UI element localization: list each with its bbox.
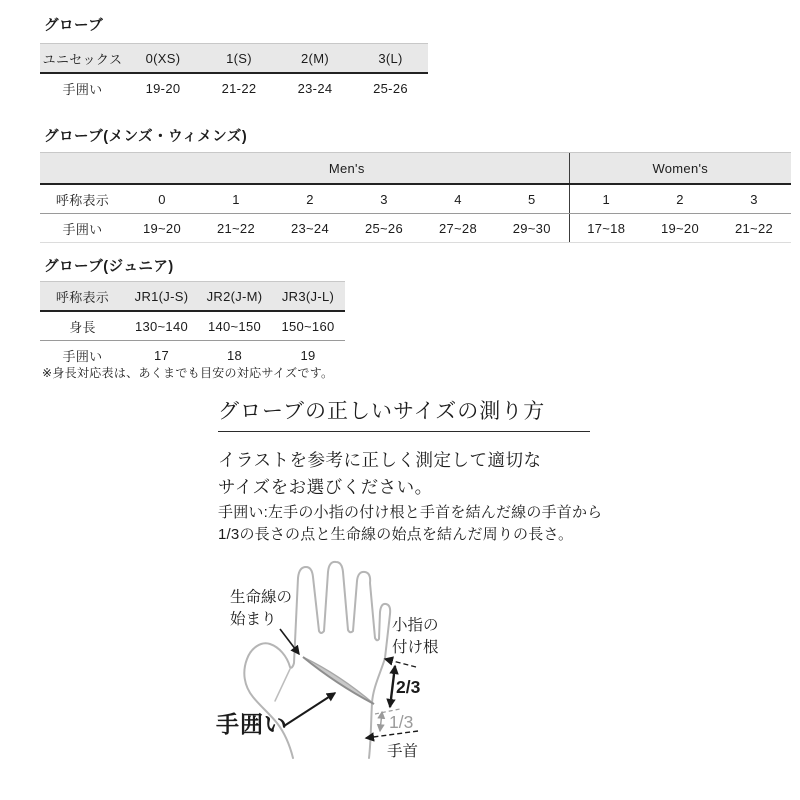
table-cell: 4 — [421, 184, 495, 214]
hand-measurement-illustration — [185, 545, 505, 800]
pinky-base-label — [392, 615, 439, 659]
height-note: ※身長対応表は、あくまでも目安の対応サイズです。 — [42, 366, 334, 380]
header-cell: JR1(J-S) — [125, 282, 198, 312]
table-cell: 0 — [125, 184, 199, 214]
table-header-row — [40, 282, 345, 312]
table-cell: 5 — [495, 184, 569, 214]
table-cell: 23~24 — [273, 214, 347, 243]
lifeline-label — [230, 587, 292, 631]
wrist-label: 手首 — [387, 743, 419, 760]
table-cell: 130~140 — [125, 311, 198, 341]
header-cell: ユニセックス — [40, 44, 125, 74]
womens-group-header: Women's — [569, 153, 791, 185]
table-row — [40, 311, 345, 341]
table-cell: 19 — [300, 347, 316, 363]
table-cell: 3 — [347, 184, 421, 214]
guide-title: グローブの正しいサイズの測り方 — [218, 400, 546, 423]
table-cell: 3 — [717, 184, 791, 214]
table-cell: 23-24 — [297, 80, 333, 96]
table-cell: 25-26 — [373, 80, 408, 96]
table-cell: 25~26 — [347, 214, 421, 243]
row-label: 手囲い — [62, 81, 103, 97]
header-cell: 2(M) — [277, 44, 353, 74]
lifeline-label-line: 始まり — [230, 611, 277, 628]
header-cell: JR2(J-M) — [198, 282, 271, 312]
pinky-base-label-line: 付け根 — [392, 639, 439, 656]
table-cell: 21~22 — [717, 214, 791, 243]
group-header-row — [40, 153, 791, 185]
title-underline — [218, 431, 590, 432]
table-cell: 1 — [569, 184, 643, 214]
two-thirds-arrow — [390, 666, 395, 707]
guide-detail — [218, 502, 602, 546]
guide-detail-line: 1/3の長さの点と生命線の始点を結んだ周りの長さ。 — [218, 526, 574, 543]
table-cell: 17~18 — [569, 214, 643, 243]
hand-girth-label: 手囲い — [216, 711, 288, 737]
header-cell: JR3(J-L) — [271, 282, 345, 312]
one-third-label: 1/3 — [389, 712, 414, 732]
table-row — [40, 184, 791, 214]
table-cell: 21~22 — [199, 214, 273, 243]
table-cell: 1 — [199, 184, 273, 214]
guide-detail-line: 手囲い:左手の小指の付け根と手首を結んだ線の手首から — [218, 504, 603, 521]
table-cell: 140~150 — [198, 311, 271, 341]
table-row — [40, 214, 791, 243]
table-row — [40, 73, 428, 102]
pinky-base-label-line: 小指の — [392, 617, 439, 634]
header-cell: 3(L) — [353, 44, 428, 74]
mens-womens-size-table — [40, 152, 791, 243]
table-cell: 18 — [226, 347, 243, 363]
table-cell: 2 — [643, 184, 717, 214]
unisex-table-title: グローブ — [44, 18, 104, 34]
lifeline-label-line: 生命線の — [230, 589, 293, 606]
table-cell: 19-20 — [145, 80, 181, 96]
mens-womens-table-title: グローブ(メンズ・ウィメンズ) — [44, 129, 248, 145]
one-third-arrow — [380, 712, 382, 731]
table-cell: 19~20 — [643, 214, 717, 243]
header-cell-empty — [40, 153, 125, 185]
mens-group-header: Men's — [125, 153, 569, 185]
guide-intro-line: サイズをお選びください。 — [218, 477, 433, 497]
row-label: 手囲い — [62, 348, 103, 364]
hand-girth-arrow — [284, 693, 335, 726]
measure-lens — [303, 657, 374, 704]
row-label: 呼称表示 — [40, 184, 125, 214]
table-cell: 17 — [153, 347, 170, 363]
unisex-size-table — [40, 43, 428, 102]
guide-intro — [218, 447, 541, 501]
junior-size-table — [40, 281, 345, 369]
thumb-crease-line — [275, 669, 290, 701]
row-label: 身長 — [40, 311, 125, 341]
table-cell: 150~160 — [271, 311, 345, 341]
guide-intro-line: イラストを参考に正しく測定して適切な — [218, 450, 542, 470]
row-label: 手囲い — [40, 214, 125, 243]
header-cell: 1(S) — [201, 44, 277, 74]
table-cell: 2 — [273, 184, 347, 214]
header-cell: 呼称表示 — [40, 282, 125, 312]
two-thirds-label: 2/3 — [396, 677, 421, 697]
table-cell: 29~30 — [495, 214, 569, 243]
table-header-row — [40, 44, 428, 74]
table-cell: 19~20 — [125, 214, 199, 243]
pinky-base-dashed-line — [385, 659, 416, 667]
junior-table-title: グローブ(ジュニア) — [44, 259, 174, 275]
table-cell: 27~28 — [421, 214, 495, 243]
hand-diagram — [185, 545, 505, 800]
table-cell: 21-22 — [221, 80, 257, 96]
header-cell: 0(XS) — [125, 44, 201, 74]
